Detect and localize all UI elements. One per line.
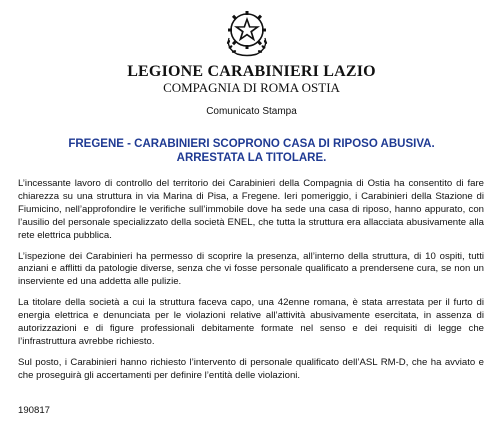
body-paragraph-4: Sul posto, i Carabinieri hanno richiesto l’intervento di personale qualificato dell’ASL RM-D, che ha avviato e che proseguirà gli accertamenti per definire l’entità delle violazioni. bbox=[18, 356, 484, 381]
body-paragraph-1: L’incessante lavoro di controllo del territorio dei Carabinieri della Compagnia di Ostia ha consentito di fare chiarezza su una struttura in via Marina di Pisa, a Fregene. Ieri pomeriggio, i Carabinieri della Stazione di Fiumicino, nell’approfondire le verifiche sull’immobile dove ha sede una casa di riposo, hanno appurato, con l’ausilio del personale specializzato della società ENEL, che tutta la struttura era allacciata abusivamente alla rete elettrica pubblica. bbox=[18, 178, 484, 241]
headline-line-2: ARRESTATA LA TITOLARE. bbox=[176, 152, 327, 164]
document-code: 190817 bbox=[18, 405, 51, 416]
republic-emblem-icon bbox=[220, 4, 274, 58]
body-paragraph-3: La titolare della società a cui la struttura faceva capo, una 42enne romana, è stata arrestata per il furto di energia elettrica e denunciata per le violazioni relative all’attività abusivamente esercitata, in assenza di autorizzazioni e di figure professionali debitamente formate nel senso e dei requisiti di legge che l’infrastruttura avrebbe richiesto. bbox=[18, 297, 484, 347]
article-body bbox=[18, 178, 484, 391]
headline-line-1: FREGENE - CARABINIERI SCOPRONO CASA DI RIPOSO ABUSIVA. bbox=[68, 138, 435, 150]
organization-subtitle: COMPAGNIA DI ROMA OSTIA bbox=[163, 80, 340, 95]
body-paragraph-2: L’ispezione dei Carabinieri ha permesso di scoprire la presenza, all’interno della struttura, di 10 ospiti, tutti anziani e afflitti da patologie diverse, senza che vi fosse personale qualificato a prendersene cura, se non un inserviente ed una addetta alle pulizie. bbox=[18, 250, 484, 288]
release-type-label: Comunicato Stampa bbox=[206, 106, 297, 117]
headline bbox=[0, 137, 503, 165]
organization-title: LEGIONE CARABINIERI LAZIO bbox=[127, 63, 376, 80]
